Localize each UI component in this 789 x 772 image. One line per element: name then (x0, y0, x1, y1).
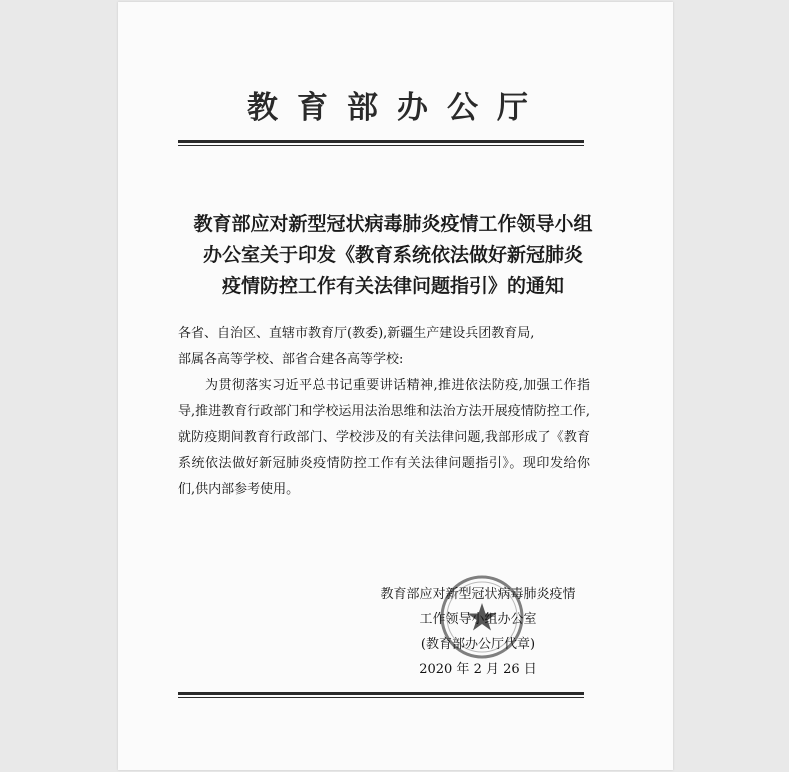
title-line-3: 疫情防控工作有关法律问题指引》的通知 (221, 275, 564, 297)
footer-rule-thin (178, 697, 584, 698)
signature-line-2: 工作领导小组办公室 (419, 612, 537, 627)
notice-title (178, 209, 608, 302)
signature-block (348, 582, 608, 682)
signature-line-3: (教育部办公厅代章) (420, 637, 536, 652)
title-line-1: 教育部应对新型冠状病毒肺炎疫情工作领导小组 (193, 213, 593, 235)
letterhead: 教育部办公厅 (247, 90, 547, 126)
addressee-line-2: 部属各高等学校、部省合建各高等学校: (178, 352, 404, 367)
signature-line-1: 教育部应对新型冠状病毒肺炎疫情 (380, 587, 576, 602)
header-rule-thin (178, 145, 584, 146)
footer-rule-thick (178, 692, 584, 695)
addressee (178, 321, 608, 373)
addressee-line-1: 各省、自治区、直辖市教育厅(教委),新疆生产建设兵团教育局, (178, 326, 535, 341)
header-rule-thick (178, 140, 584, 143)
signature-date: 2020 年 2 月 26 日 (419, 662, 537, 677)
title-line-2: 办公室关于印发《教育系统依法做好新冠肺炎 (202, 244, 583, 266)
body-paragraph: 为贯彻落实习近平总书记重要讲话精神,推进依法防疫,加强工作指导,推进教育行政部门和学校运用法治思维和法治方法开展疫情防控工作,就防疫期间教育行政部门、学校涉及的有关法律问题,我部形成了《教育系统依法做好新冠肺炎疫情防控工作有关法律问题指引》。现印发给你们,供内部参考使用。 (178, 378, 590, 497)
